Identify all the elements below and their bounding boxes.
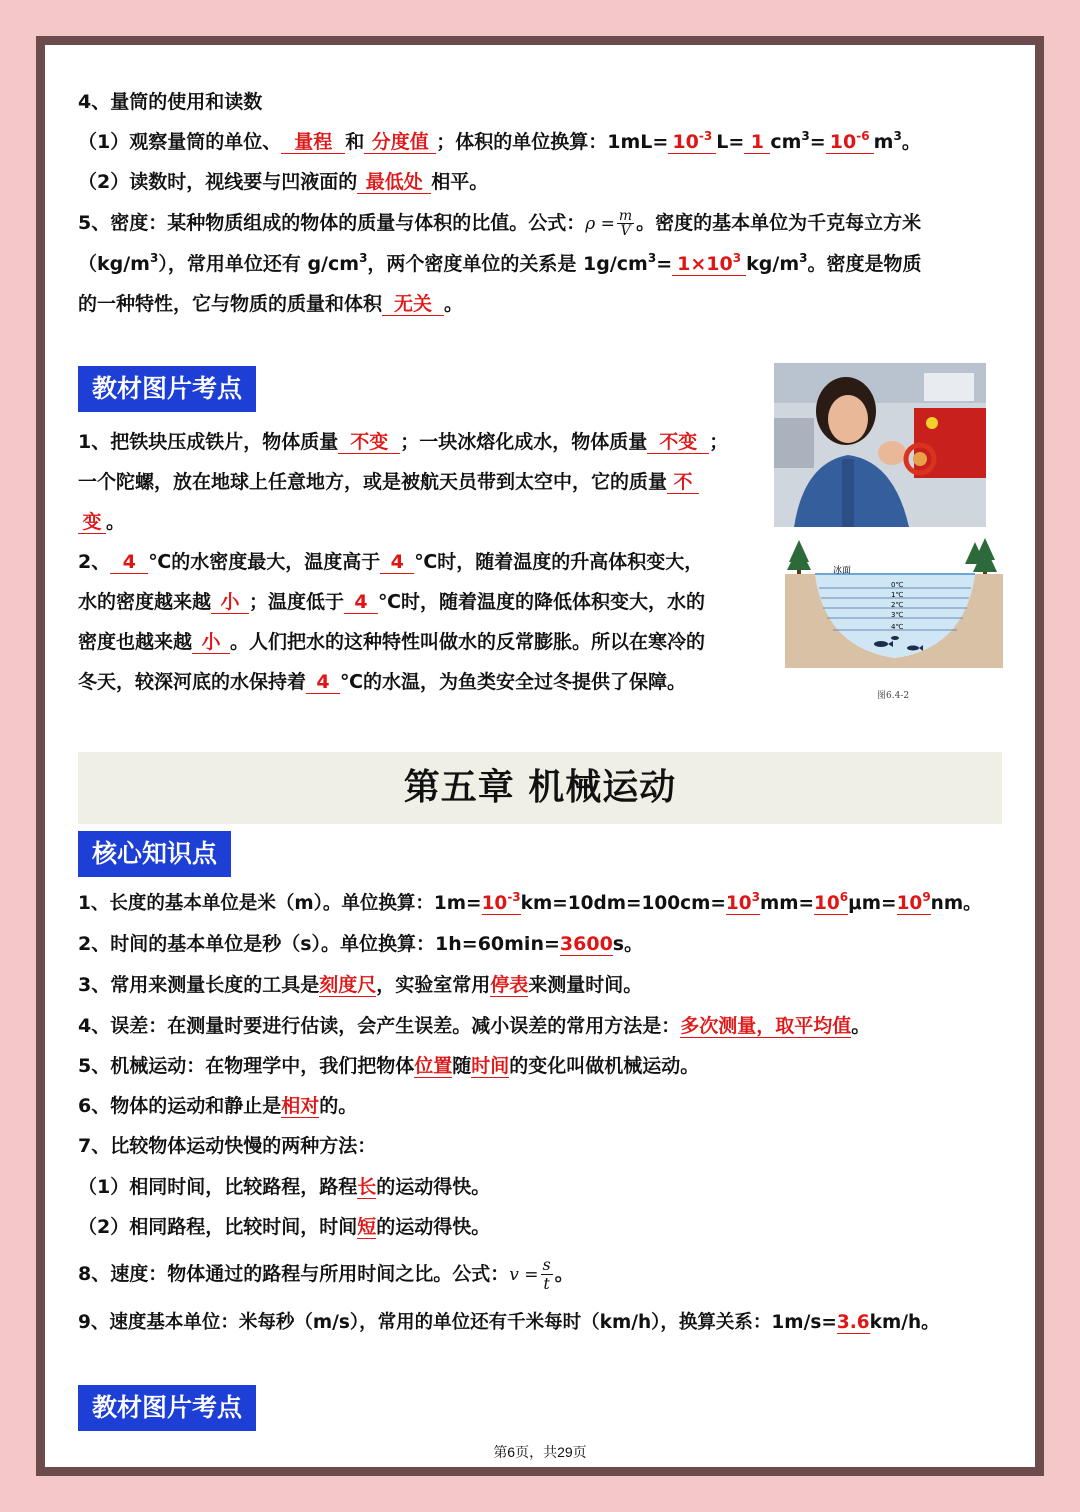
ch5-k2: 2、时间的基本单位是秒（s）。单位换算：1h=60min=3600s。	[78, 933, 644, 955]
lake-temperature-diagram	[785, 538, 1003, 706]
answer-blank: $10^{-6}$	[826, 131, 874, 154]
s4-title: 4、量筒的使用和读数	[78, 91, 263, 113]
answer-highlight: 位置	[414, 1055, 453, 1077]
ch5-k3: 3、常用来测量长度的工具是刻度尺，实验室常用停表来测量时间。	[78, 974, 643, 996]
tb-p2-line3: 密度也越来越 小 。人们把水的这种特性叫做水的反常膨胀。所以在寒冷的	[78, 631, 706, 653]
tb-p1-line2: 一个陀螺，放在地球上任意地方，或是被航天员带到太空中，它的质量 不	[78, 469, 699, 495]
chapter-title: 第五章 机械运动	[78, 752, 1002, 824]
answer-blank: 小	[211, 591, 249, 614]
section-tag-textbook: 教材图片考点	[78, 366, 256, 412]
tb-p2-line1: 2、 4 ℃的水密度最大，温度高于 4 ℃时，随着温度的升高体积变大，	[78, 551, 704, 573]
s5-line3: 的一种特性，它与物质的质量和体积 无关 。	[78, 293, 464, 315]
ch5-k5: 5、机械运动：在物理学中，我们把物体位置随时间的变化叫做机械运动。	[78, 1055, 700, 1077]
figure-caption: 图6.4-2	[877, 691, 910, 701]
answer-highlight: 多次测量，取平均值	[680, 1015, 852, 1037]
answer-highlight: 时间	[471, 1055, 510, 1077]
density-formula: $\frac{m}{V}$	[618, 208, 633, 239]
answer-blank: 无关	[382, 293, 444, 316]
astronaut-photo	[774, 363, 986, 527]
answer-highlight: $10^6$	[814, 890, 849, 914]
ch5-k9: 9、速度基本单位：米每秒（m/s），常用的单位还有千米每时（km/h），换算关系：1m/s=3.6km/h。	[78, 1312, 940, 1333]
speed-formula: $\frac{s}{t}$	[542, 1255, 551, 1293]
answer-blank: 4	[344, 591, 378, 614]
answer-highlight: 短	[357, 1216, 377, 1238]
answer-blank: 变	[78, 511, 106, 534]
ch5-k1: 1、长度的基本单位是米（m）。单位换算：$1m=10^{-3}km=10dm=100cm=10^3mm=10^6\mu m=10^9nm$。	[78, 890, 982, 914]
s4-line2: （2）读数时，视线要与凹液面的 最低处 相平。	[78, 171, 489, 193]
answer-blank: 分度值	[364, 131, 436, 154]
answer-blank: 小	[192, 631, 230, 654]
tb-p1-line3: 变 。	[78, 509, 125, 535]
s5-line2: $(kg/m^3)$，常用单位还有 $g/cm^3$，两个密度单位的关系是 $1g/cm^3= 1\times 10^3$ $kg/m^3$。密度是物质	[78, 251, 922, 275]
answer-highlight: 长	[357, 1176, 377, 1198]
answer-highlight: $10^{-3}$	[481, 890, 521, 914]
ch5-k7: 7、比较物体运动快慢的两种方法：	[78, 1135, 377, 1157]
answer-blank: 不变	[647, 431, 709, 454]
temp-label: 0℃	[891, 581, 904, 589]
answer-blank: 最低处	[357, 171, 431, 194]
temp-label: 3℃	[891, 611, 904, 619]
answer-blank: 1	[744, 131, 770, 154]
page-number: 第6页，共29页	[493, 1444, 587, 1460]
answer-highlight: 3600	[559, 933, 613, 955]
temp-label: 2℃	[891, 601, 904, 609]
answer-highlight: 3.6	[836, 1312, 870, 1333]
temp-label: 4℃	[891, 623, 904, 631]
s4-line1: （1）观察量筒的单位、 量程 和 分度值 ；体积的单位换算：$1mL= 10^{-3}$ L= 1 $cm^3= 10^{-6}$ $m^3$。	[78, 129, 921, 153]
tb-p2-line4: 冬天，较深河底的水保持着 4 ℃的水温，为鱼类安全过冬提供了保障。	[78, 671, 687, 693]
section-tag-core: 核心知识点	[78, 831, 231, 877]
ice-label: 冰面	[833, 566, 852, 576]
temp-label: 1℃	[891, 591, 904, 599]
answer-blank: 4	[110, 551, 148, 574]
ch5-k4: 4、误差：在测量时要进行估读，会产生误差。减小误差的常用方法是：多次测量，取平均值。	[78, 1015, 871, 1037]
answer-highlight: $10^9$	[896, 890, 931, 914]
answer-blank: 不	[667, 471, 699, 494]
answer-blank: 不变	[338, 431, 400, 454]
tb-p1-line1: 1、把铁块压成铁片，物体质量 不变 ；一块冰熔化成水，物体质量 不变 ；	[78, 431, 729, 453]
ch5-k8: 8、速度：物体通过的路程与所用时间之比。公式：v = $\frac{s}{t}$ 。	[78, 1255, 574, 1293]
ch5-k7-2: （2）相同路程，比较时间，时间短的运动得快。	[78, 1216, 491, 1238]
astronaut-illustration	[774, 363, 986, 527]
answer-highlight: 相对	[281, 1095, 320, 1117]
answer-blank: $1\times 10^3$	[672, 253, 746, 276]
tree-icon	[787, 538, 997, 578]
answer-blank: 量程	[281, 131, 345, 154]
tb-p2-line2: 水的密度越来越 小 ；温度低于 4 ℃时，随着温度的降低体积变大，水的	[78, 591, 706, 613]
answer-highlight: 刻度尺	[319, 974, 377, 996]
answer-highlight: $10^3$	[725, 890, 760, 914]
ch5-k6: 6、物体的运动和静止是相对的。	[78, 1095, 358, 1117]
section-tag-textbook-2: 教材图片考点	[78, 1385, 256, 1431]
answer-highlight: 停表	[490, 974, 529, 996]
answer-blank: 4	[380, 551, 414, 574]
answer-blank: 4	[306, 671, 340, 694]
ch5-k7-1: （1）相同时间，比较路程，路程长的运动得快。	[78, 1176, 491, 1198]
answer-blank: $10^{-3}$	[668, 131, 716, 154]
s5-line1: 5、密度：某种物质组成的物体的质量与体积的比值。公式：ρ = $\frac{m}{V}$ 。密度的基本单位为千克每立方米	[78, 208, 922, 239]
